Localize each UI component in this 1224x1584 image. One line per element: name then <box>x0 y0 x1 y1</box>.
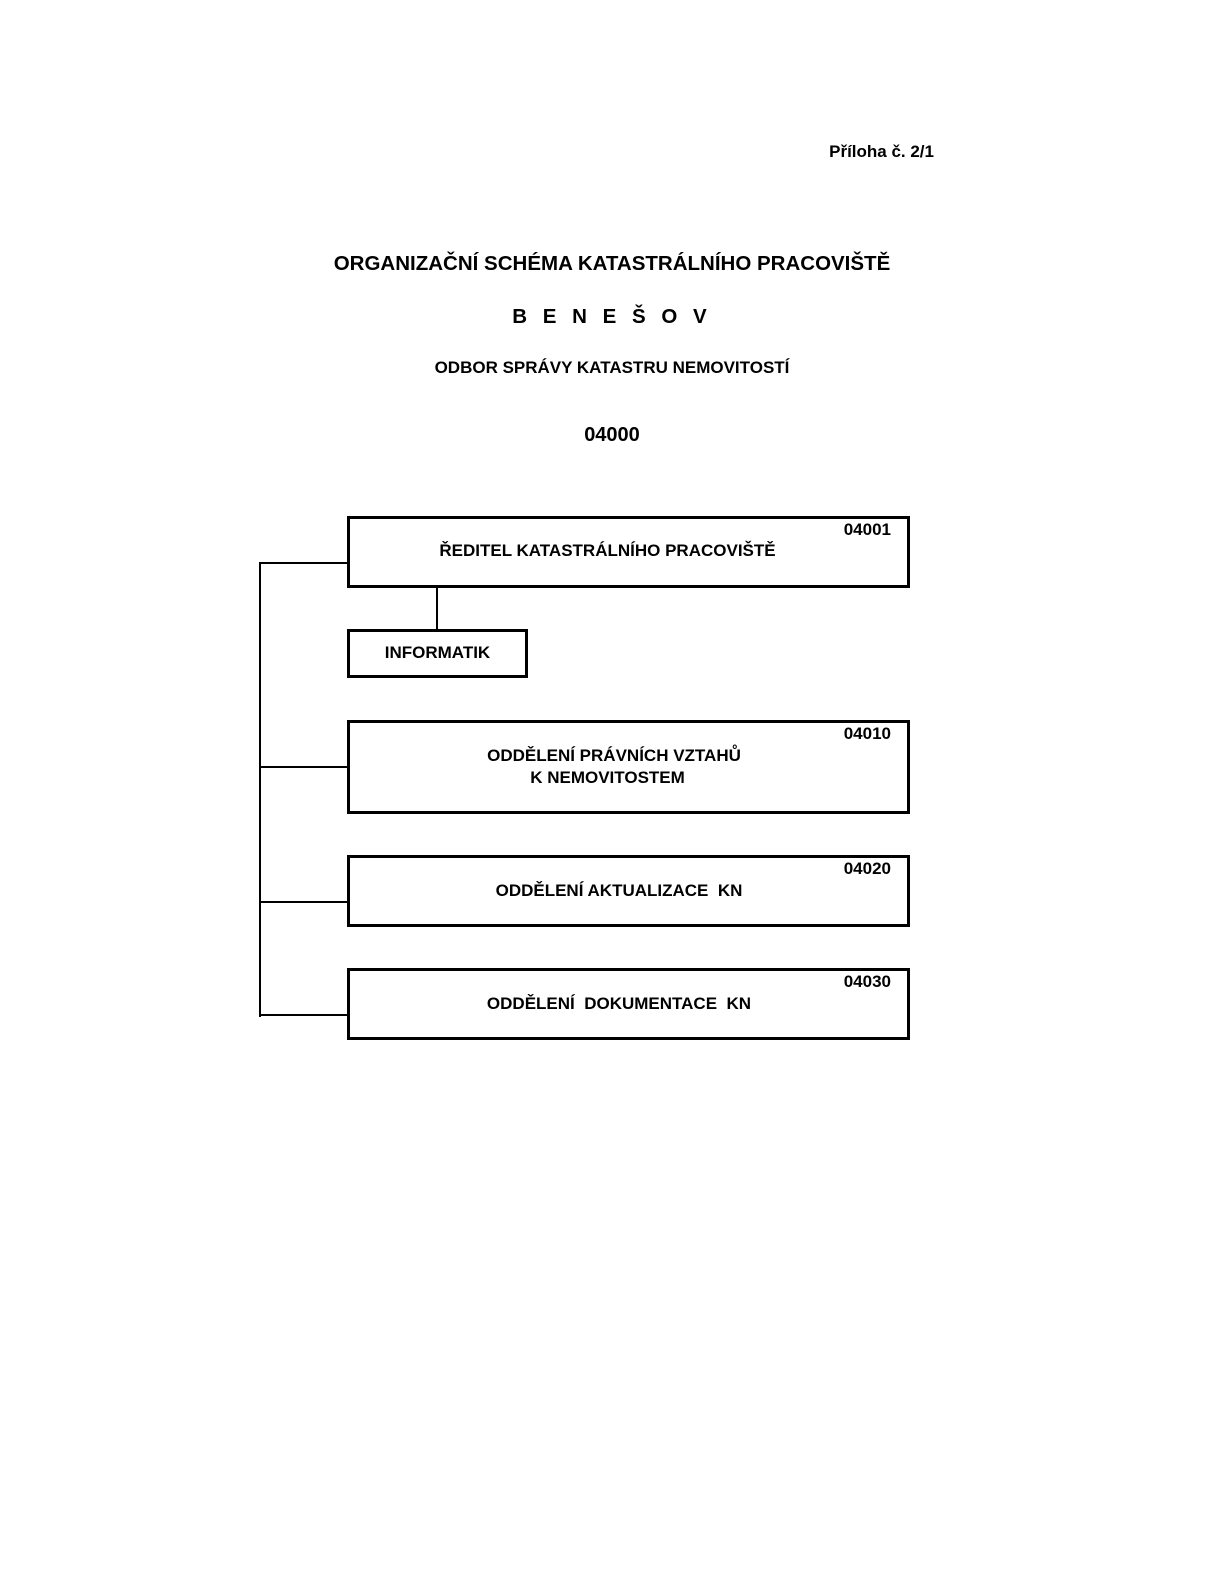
update-department-code: 04020 <box>843 859 891 878</box>
director-label: ŘEDITEL KATASTRÁLNÍHO PRACOVIŠTĚ <box>439 541 776 560</box>
director-box <box>347 516 910 588</box>
department-name: ODBOR SPRÁVY KATASTRU NEMOVITOSTÍ <box>434 358 790 377</box>
page-title: ORGANIZAČNÍ SCHÉMA KATASTRÁLNÍHO PRACOVIŠTĚ <box>333 252 891 275</box>
legal-department-label-line2: K NEMOVITOSTEM <box>530 768 685 787</box>
documentation-department-code: 04030 <box>843 972 891 991</box>
connector-director <box>259 562 349 564</box>
informatik-box <box>347 629 528 678</box>
connector-vertical-trunk <box>259 562 261 1017</box>
connector-docs <box>259 1014 349 1016</box>
documentation-department-box <box>347 968 910 1040</box>
legal-department-code: 04010 <box>843 724 891 743</box>
connector-legal <box>259 766 349 768</box>
informatik-label: INFORMATIK <box>384 643 491 662</box>
documentation-department-label: ODDĚLENÍ DOKUMENTACE KN <box>486 994 752 1013</box>
legal-department-box <box>347 720 910 814</box>
update-department-box <box>347 855 910 927</box>
connector-update <box>259 901 349 903</box>
connector-director-informatik <box>436 586 438 631</box>
update-department-label: ODDĚLENÍ AKTUALIZACE KN <box>495 881 743 900</box>
location-name: B E N E Š O V <box>512 305 712 328</box>
department-code: 04000 <box>584 424 640 446</box>
annex-label: Příloha č. 2/1 <box>829 142 934 161</box>
director-code: 04001 <box>843 520 891 539</box>
legal-department-label-line1: ODDĚLENÍ PRÁVNÍCH VZTAHŮ <box>487 746 741 765</box>
